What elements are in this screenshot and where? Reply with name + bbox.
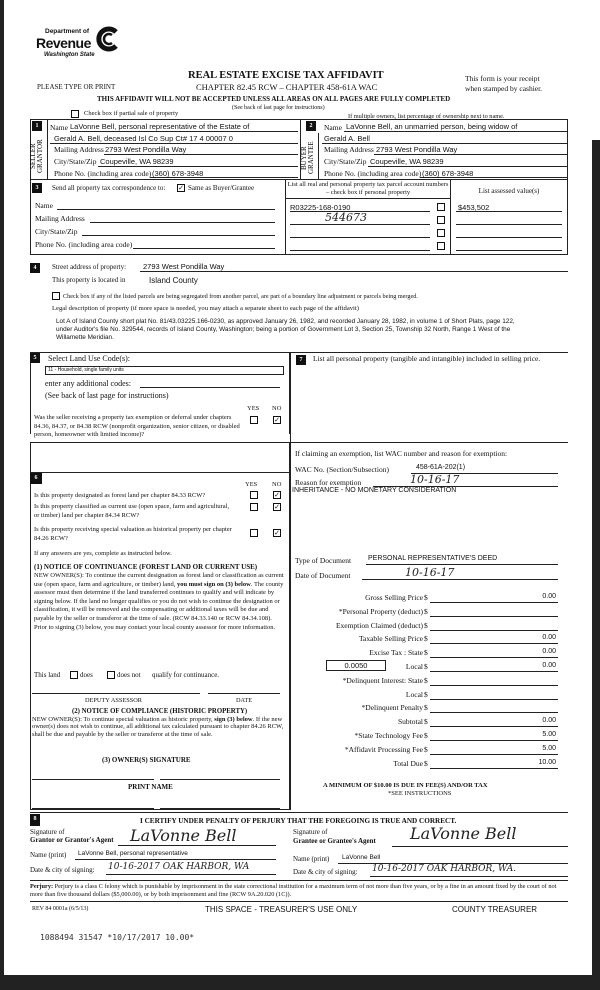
forest-question: Is this property designated as forest land per chapter 84.33 RCW? [34,492,206,499]
rule [456,224,562,225]
rule [344,131,568,132]
receipt-note-2: when stamped by cashier. [465,84,543,93]
historic-yes-checkbox[interactable] [250,529,258,537]
legal-label: Legal description of property (if more space is needed, you may attach a separate sheet to each page of the affidavit) [52,305,359,312]
form-chapter: CHAPTER 82.45 RCW – CHAPTER 458-61A WAC [196,82,378,92]
currency-symbol: $ [424,744,428,754]
wac-label: WAC No. (Section/Subsection) [295,465,389,474]
fee-label: *Personal Property (deduct) [338,606,423,616]
rule [456,250,562,251]
rule [50,143,298,144]
fee-label: Exemption Claimed (deduct) [335,620,423,630]
fee-label: Subtotal [397,717,423,727]
fee-field[interactable] [430,712,558,713]
form-revision: REV 84 0001a (6/5/13) [32,906,89,912]
currency-symbol: $ [424,689,428,699]
owner-signature-field[interactable] [160,779,280,780]
fee-field[interactable] [430,657,558,658]
county[interactable]: Island County [149,276,198,285]
personal-property-label: List all personal property (tangible and intangible) included in selling price. [313,354,541,363]
assessed-value-1[interactable]: $453,502 [458,203,490,212]
land-use-label: Select Land Use Code(s): [48,354,130,363]
currency-symbol: $ [424,606,428,616]
currency-symbol: $ [424,731,428,740]
parcel-header: List all real and personal property tax parcel account numbers – check box if personal property [287,181,449,196]
notice-1-text-a: NEW OWNER(S): To continue the current designation as forest land or classification as current use (open space, farm and agriculture, or timber) land, [34,572,284,588]
grantee-sig-label-1: Signature of [293,828,328,836]
fee-field[interactable] [430,726,558,727]
section-8-badge: 8 [30,814,40,826]
fee-field[interactable] [430,754,558,755]
s3-name-field[interactable] [57,209,275,210]
currency-symbol: $ [424,593,428,602]
grantee-name-label: Name (print) [293,855,330,863]
currency-symbol: $ [424,620,428,630]
fee-value: 5.00 [542,744,556,752]
buyer-name-2[interactable]: Gerald A. Bell [324,134,370,143]
rule [370,876,568,877]
print-name-field[interactable] [160,808,280,809]
divider [285,198,450,199]
rule [140,271,568,272]
s3-name-label: Name [35,201,53,210]
buyer-phone-label: Phone No. (including area code) [324,169,422,178]
s3-city-field[interactable] [82,235,275,236]
does-checkbox[interactable] [70,671,78,679]
notice-2-text-b: sign (3) below [214,716,253,723]
section-2-badge: 2 [306,121,316,131]
seller-name-2[interactable]: Gerald A. Bell, deceased Isl Co Sup Ct# 17 4 00007 0 [54,134,233,143]
buyer-mail[interactable]: 2793 West Pondilla Way [376,145,458,154]
exemption-reason[interactable]: INHERITANCE - NO MONETARY CONSIDERATION [292,487,457,494]
personal-property-checkbox[interactable] [437,229,445,237]
divider [318,133,319,180]
owner-signature-field[interactable] [32,779,154,780]
land-use-select[interactable] [45,366,284,375]
fee-label: *Delinquent Penalty [361,703,423,713]
fee-field[interactable] [430,768,558,769]
exemption-no-checkbox[interactable]: ✓ [274,416,280,424]
fee-value: 0.00 [542,634,556,642]
does-not-label: does not [117,671,141,679]
logo-emblem-icon [94,26,120,52]
receipt-note-1: This form is your receipt [465,74,540,83]
grantor-sig-label-1: Signature of [30,828,65,836]
located-label: This property is located in [52,276,126,284]
fee-field[interactable] [430,699,558,700]
fee-label: *Affidavit Processing Fee [344,744,423,754]
assessor-date-field[interactable] [208,693,280,694]
partial-sale-checkbox[interactable] [71,110,79,118]
does-label: does [80,671,93,679]
rule [290,250,430,251]
type-or-print: PLEASE TYPE OR PRINT [37,83,116,91]
doc-type[interactable]: PERSONAL REPRESENTATIVE'S DEED [368,555,498,562]
divider [30,901,568,902]
scan-edge-right [592,140,600,990]
seller-city-label: City/State/Zip [54,157,97,166]
local-rate-field[interactable] [326,660,386,671]
date-label: DATE [236,697,253,704]
grantor-name-label: Name (print) [30,851,67,859]
fee-field[interactable] [430,630,558,631]
divider [290,442,568,443]
print-name-label: PRINT NAME [128,783,173,791]
grantor-date-city[interactable]: 10-16-2017 OAK HARBOR, WA [108,862,250,872]
section-3-badge: 3 [32,183,42,193]
fee-value: 10.00 [538,758,556,766]
same-as-buyer-checkbox[interactable]: ✓ [178,184,184,192]
street-address[interactable]: 2793 West Pondilla Way [143,262,225,271]
buyer-name-1[interactable]: LaVonne Bell, an unmarried person, being widow of [346,122,518,131]
notice-2-text-a: NEW OWNER(S): To continue special valuation as historic property, [32,716,215,723]
currency-symbol: $ [424,758,428,768]
section-4-badge: 4 [30,263,40,273]
deputy-assessor-signature-field[interactable] [32,693,200,694]
fee-field[interactable] [430,602,558,603]
forest-no-checkbox[interactable]: ✓ [274,491,280,499]
minimum-due-note: A MINIMUM OF $10.00 IS DUE IN FEE(S) AND/OR TAX [323,782,488,789]
does-not-checkbox[interactable] [107,671,115,679]
rule [70,131,298,132]
divider [290,352,568,353]
currency-symbol: $ [424,675,428,685]
currency-symbol: $ [424,634,428,644]
s3-mail-field[interactable] [90,222,275,223]
rule [290,211,430,212]
currency-symbol: $ [424,662,428,671]
notice-1-text [34,572,286,632]
grantee-name[interactable]: LaVonne Bell [342,854,381,861]
seller-side-label: SELLER GRANTOR [29,139,44,173]
doc-type-label: Type of Document [295,556,352,565]
form-title: REAL ESTATE EXCISE TAX AFFIDAVIT [188,70,384,81]
fee-value: 0.00 [542,593,556,600]
personal-property-checkbox[interactable] [437,216,445,224]
logo [36,26,131,66]
grantor-name[interactable]: LaVonne Bell, personal representative [78,850,188,857]
fee-field[interactable] [430,643,558,644]
exemption-label: If claiming an exemption, list WAC number and reason for exemption: [295,449,508,458]
buyer-city-label: City/State/Zip [324,157,367,166]
section-6-badge: 6 [30,473,42,484]
rule [75,859,276,860]
see-back-note: (See back of last page for instructions) [232,105,325,111]
section-5-badge: 5 [30,353,40,363]
divider [290,352,291,810]
rule [456,237,562,238]
logo-dept-text: Department of [45,28,90,35]
notice-1-text-b: you must sign on (3) below [176,580,251,588]
forest-yes-checkbox[interactable] [250,491,258,499]
seller-name-label: Name [50,123,68,132]
form-warning: THIS AFFIDAVIT WILL NOT BE ACCEPTED UNLESS ALL AREAS ON ALL PAGES ARE FULLY COMPLETED [97,95,451,103]
fee-field[interactable] [430,685,558,686]
notice-2-title: (2) NOTICE OF COMPLIANCE (HISTORIC PROPERTY) [72,708,248,715]
s3-phone-label: Phone No. (including area code) [35,240,133,249]
perjury-label: Perjury: [30,883,54,890]
scan-edge-left [0,0,4,990]
land-use-see-back: (See back of last page for instructions) [45,391,169,400]
doc-date[interactable]: 10-16-17 [405,566,455,579]
exemption-yes-checkbox[interactable] [250,416,258,424]
buyer-phone[interactable]: (360) 678-3948 [422,169,474,178]
fee-label: Local [405,689,423,699]
fee-label: Taxable Selling Price [358,634,423,644]
rule [374,154,568,155]
rule [118,845,276,846]
parcel-number-1[interactable]: R03225-168-0190 [290,203,351,212]
s6-no-header: NO [272,481,282,488]
buyer-side-label: BUYER GRANTEE [300,141,315,175]
seller-name-1[interactable]: LaVonne Bell, personal representative of the Estate of [70,122,250,131]
current-use-no-checkbox[interactable]: ✓ [274,503,280,511]
s3-mail-label: Mailing Address [35,214,85,223]
buyer-mail-label: Mailing Address [324,145,374,154]
additional-codes-field[interactable] [140,387,280,388]
this-land-label: This land [34,671,61,679]
s3-phone-field[interactable] [133,248,275,249]
seller-phone-label: Phone No. (including area code) [54,169,152,178]
cashier-stamp: 1088494 31547 *10/17/2017 10.00* [40,933,195,942]
seller-phone[interactable]: (360) 678-3948 [152,169,204,178]
rule [106,874,276,875]
notice-1-title: (1) NOTICE OF CONTINUANCE (FOREST LAND OR CURRENT USE) [34,563,258,571]
scan-edge-bottom [0,975,600,990]
notice-2-text-c: . If the new owner(s) does not wish to continue, all additional tax calculated pursuant to chapter 84.26 RCW, shall be due and payable by the seller or transferor at the time of sale. [32,716,284,738]
grantor-signature[interactable]: LaVonne Bell [130,826,237,845]
grantee-date-city[interactable]: 10-16-2017 OAK HARBOR, WA. [372,864,517,874]
perjury-text: Perjury is a class C felony which is punishable by imprisonment in the state correctional institution for a maximum term of not more than five years, or by a fine in an amount fixed by the court of not more than five thousand dollars ($5,000.00), or by both imprisonment and fine (RCW 9A.20.020 (1C)). [30,883,557,898]
print-name-field[interactable] [32,808,154,809]
segregated-label: Check box if any of the listed parcels are being segregated from another parcel, are part of a boundary line adjustment or parcels being merged. [63,293,418,300]
divider [30,472,290,473]
fee-value: 0.00 [542,648,556,656]
divider [30,880,568,881]
historic-no-checkbox[interactable]: ✓ [274,529,280,537]
partial-sale-label: Check box if partial sale of property [84,110,179,117]
reason-label: Reason for exemption [295,478,362,487]
current-use-yes-checkbox[interactable] [250,503,258,511]
send-correspondence-label: Send all property tax correspondence to: [52,184,166,192]
grantor-sig-label-2: Grantor or Grantor's Agent [30,836,114,844]
see-instructions-note: *SEE INSTRUCTIONS [388,790,452,797]
exemption-question: Was the seller receiving a property tax exemption or deferral under chapters 84.36, 84.37, or 84.38 RCW (nonprofit organization, senior citizen, or disabled person, homeowner with limited income)? [34,414,240,438]
fee-field[interactable] [430,671,558,672]
fee-label: Gross Selling Price [365,593,423,602]
currency-symbol: $ [424,648,428,658]
seller-mail[interactable]: 2793 West Pondilla Way [105,145,187,154]
rule [322,143,568,144]
personal-property-checkbox[interactable] [437,242,445,250]
s6-yes-header: YES [245,481,258,488]
fee-field[interactable] [430,616,558,617]
fee-label: *Delinquent Interest: State [342,675,423,685]
yes-header: YES [247,405,260,412]
fee-value: 0.00 [542,717,556,725]
rule [290,237,430,238]
fee-label: Excise Tax : State [369,648,423,658]
rule [98,166,298,167]
seller-mail-label: Mailing Address [54,145,104,154]
reason-handwritten-date: 10-16-17 [410,473,460,486]
rule [290,224,430,225]
qualify-label: qualify for continuance. [152,671,220,679]
street-label: Street address of property: [52,263,127,271]
fee-field[interactable] [430,740,558,741]
notice-1-text-c: . The county assessor must then determine if the land transferred continues to qualify and will indicate by signing below. If the land no longer qualifies or you do not wish to continue the designation or classification, it will be removed and the compensating or additional taxes will be due and payable by the seller or transferor at the time of sale. (RCW 84.33.140 or RCW 84.34.108). Prior to signing (3) below, you may contact your local county assessor for more information. [34,580,284,631]
treasurer-space-label: THIS SPACE - TREASURER'S USE ONLY [205,905,358,914]
section-1-badge: 1 [32,121,42,131]
deputy-assessor-label: DEPUTY ASSESSOR [85,697,142,704]
rule [368,166,568,167]
legal-description[interactable]: Lot A of Island County short plat No. 81/43.03225.166-0230, as approved January 26, 1982, and recorded January 28, 1982, in volume 1 of Short Plats, page 122, under Auditor's file No. 329544, records of Island County, Washington; being a portion of Government Lot 3, Section 25, Township 32 North, Range 1 West of the Willamette Meridian. [56,318,515,341]
parcel-number-2-handwritten: 544673 [325,211,367,224]
section-7-badge: 7 [296,355,306,365]
owner-signature-label: (3) OWNER(S) SIGNATURE [102,756,191,764]
land-use-value: 11 - Household, single family units [48,367,124,373]
grantee-date-label: Date & city of signing: [293,868,358,876]
logo-revenue-text: Revenue [36,35,91,51]
rule [104,154,298,155]
local-rate-value: 0.0050 [344,661,368,670]
multiple-owners-note: If multiple owners, list percentage of ownership next to name. [348,113,505,120]
rule [366,564,558,565]
fee-label: Local [405,662,423,671]
additional-codes-label: enter any additional codes: [45,379,131,388]
if-yes-note: If any answers are yes, complete as instructed below. [34,550,172,557]
segregated-checkbox[interactable] [52,292,60,300]
divider [30,812,568,813]
fee-value: 0.00 [542,662,556,669]
currency-symbol: $ [424,717,428,727]
county-treasurer-label: COUNTY TREASURER [452,905,538,914]
divider [285,180,286,255]
assessed-header: List assessed value(s) [478,187,540,195]
perjury-note [30,883,568,899]
grantee-signature[interactable]: LaVonne Bell [410,824,517,843]
personal-property-checkbox[interactable] [437,203,445,211]
rule [362,579,558,580]
fee-label: *State Technology Fee [354,731,423,740]
historic-question: Is this property receiving special valuation as historical property per chapter 84.26 RCW? [34,526,232,542]
s3-city-label: City/State/Zip [35,227,78,236]
rule [456,211,562,212]
rule [392,846,568,847]
wac-number[interactable]: 458-61A-202(1) [416,464,466,471]
no-header: NO [272,405,282,412]
seller-city[interactable]: Coupeville, WA 98239 [100,157,174,166]
buyer-city[interactable]: Coupeville, WA 98239 [370,157,444,166]
doc-date-label: Date of Document [295,571,351,580]
same-as-buyer-label: Same as Buyer/Grantee [188,184,255,192]
grantee-sig-label-2: Grantee or Grantee's Agent [293,837,376,845]
logo-state-text: Washington State [44,52,95,58]
current-use-question: Is this property classified as current use (open space, farm and agricultural, or timber) land per chapter 84.34 RCW? [34,503,230,519]
fee-label: Total Due [393,758,423,768]
divider [47,119,48,180]
fee-value: 5.00 [542,731,556,738]
buyer-name-label: Name [324,123,342,132]
grantor-date-label: Date & city of signing: [30,866,95,874]
notice-2-text [32,716,288,738]
currency-symbol: $ [424,703,428,713]
certify-statement: I CERTIFY UNDER PENALTY OF PERJURY THAT THE FOREGOING IS TRUE AND CORRECT. [140,817,457,825]
